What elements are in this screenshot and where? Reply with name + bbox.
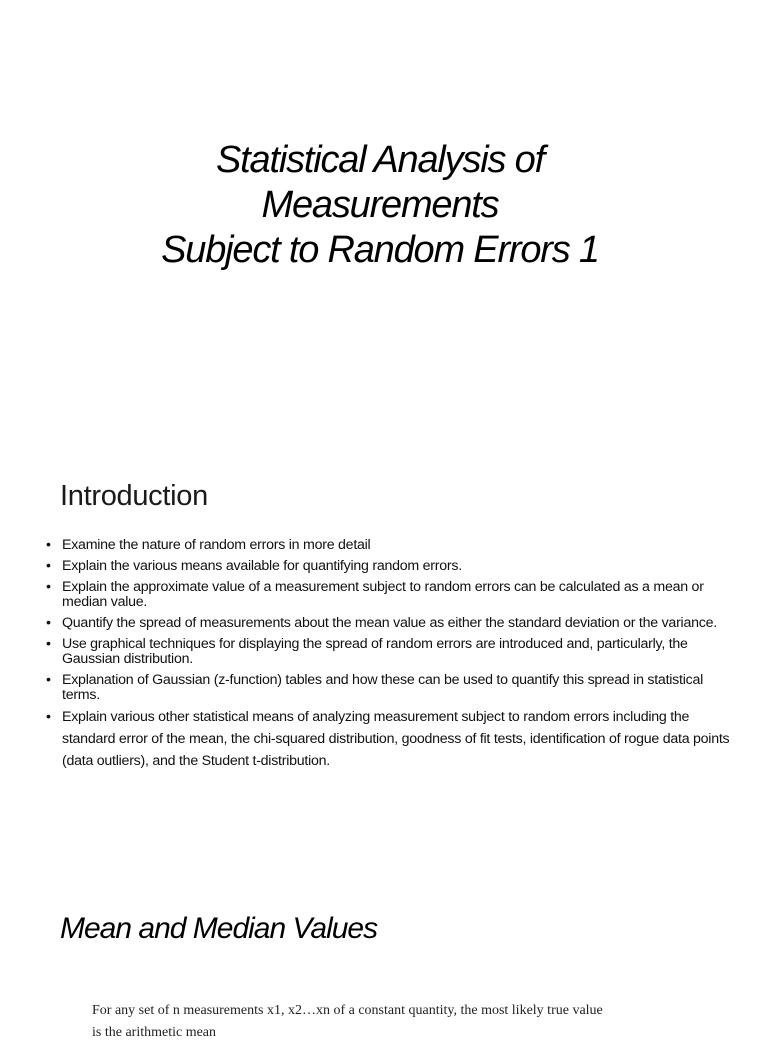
bullet-item: [44, 706, 744, 772]
bullet-dot-icon: •: [46, 537, 51, 553]
bullet-text: Explain the approximate value of a measurement subject to random errors can be calculated as a mean or median value.: [62, 579, 704, 610]
mean-median-heading: Mean and Median Values: [60, 912, 378, 945]
bullet-dot-icon: •: [46, 558, 51, 574]
mean-median-text-line: is the arithmetic mean: [92, 1025, 217, 1040]
bullet-item: [44, 673, 744, 703]
bullet-item: [44, 538, 744, 553]
slide-title: [60, 138, 700, 273]
bullet-item: [44, 580, 744, 610]
bullet-dot-icon: •: [46, 615, 51, 631]
bullet-text: Quantify the spread of measurements about the mean value as either the standard deviation or the variance.: [62, 615, 717, 631]
mean-median-text-line: For any set of n measurements x1, x2…xn of a constant quantity, the most likely true value: [92, 1003, 603, 1018]
title-line-1: Statistical Analysis of: [216, 139, 544, 181]
bullet-text: Use graphical techniques for displaying the spread of random errors are introduced and, particularly, the Gaussian distribution.: [62, 636, 688, 667]
bullet-text: Examine the nature of random errors in more detail: [62, 537, 371, 553]
bullet-text: Explain various other statistical means of analyzing measurement subject to random errors including the standard error of the mean, the chi-squared distribution, goodness of fit tests, identification of rogue data points (data outliers), and the Student t-distribution.: [62, 709, 730, 769]
bullet-dot-icon: •: [46, 709, 51, 725]
title-line-2: Measurements: [261, 184, 499, 226]
bullet-item: [44, 637, 744, 667]
bullet-dot-icon: •: [46, 579, 51, 595]
bullet-item: [44, 559, 744, 574]
bullet-text: Explanation of Gaussian (z-function) tables and how these can be used to quantify this spread in statistical terms.: [62, 672, 703, 703]
bullet-text: Explain the various means available for quantifying random errors.: [62, 558, 462, 574]
mean-median-text: [92, 1000, 752, 1044]
bullet-dot-icon: •: [46, 672, 51, 688]
bullet-item: [44, 616, 744, 631]
introduction-heading: Introduction: [60, 480, 208, 512]
title-line-3: Subject to Random Errors 1: [161, 229, 599, 271]
bullet-dot-icon: •: [46, 636, 51, 652]
introduction-bullet-list: [44, 538, 744, 778]
